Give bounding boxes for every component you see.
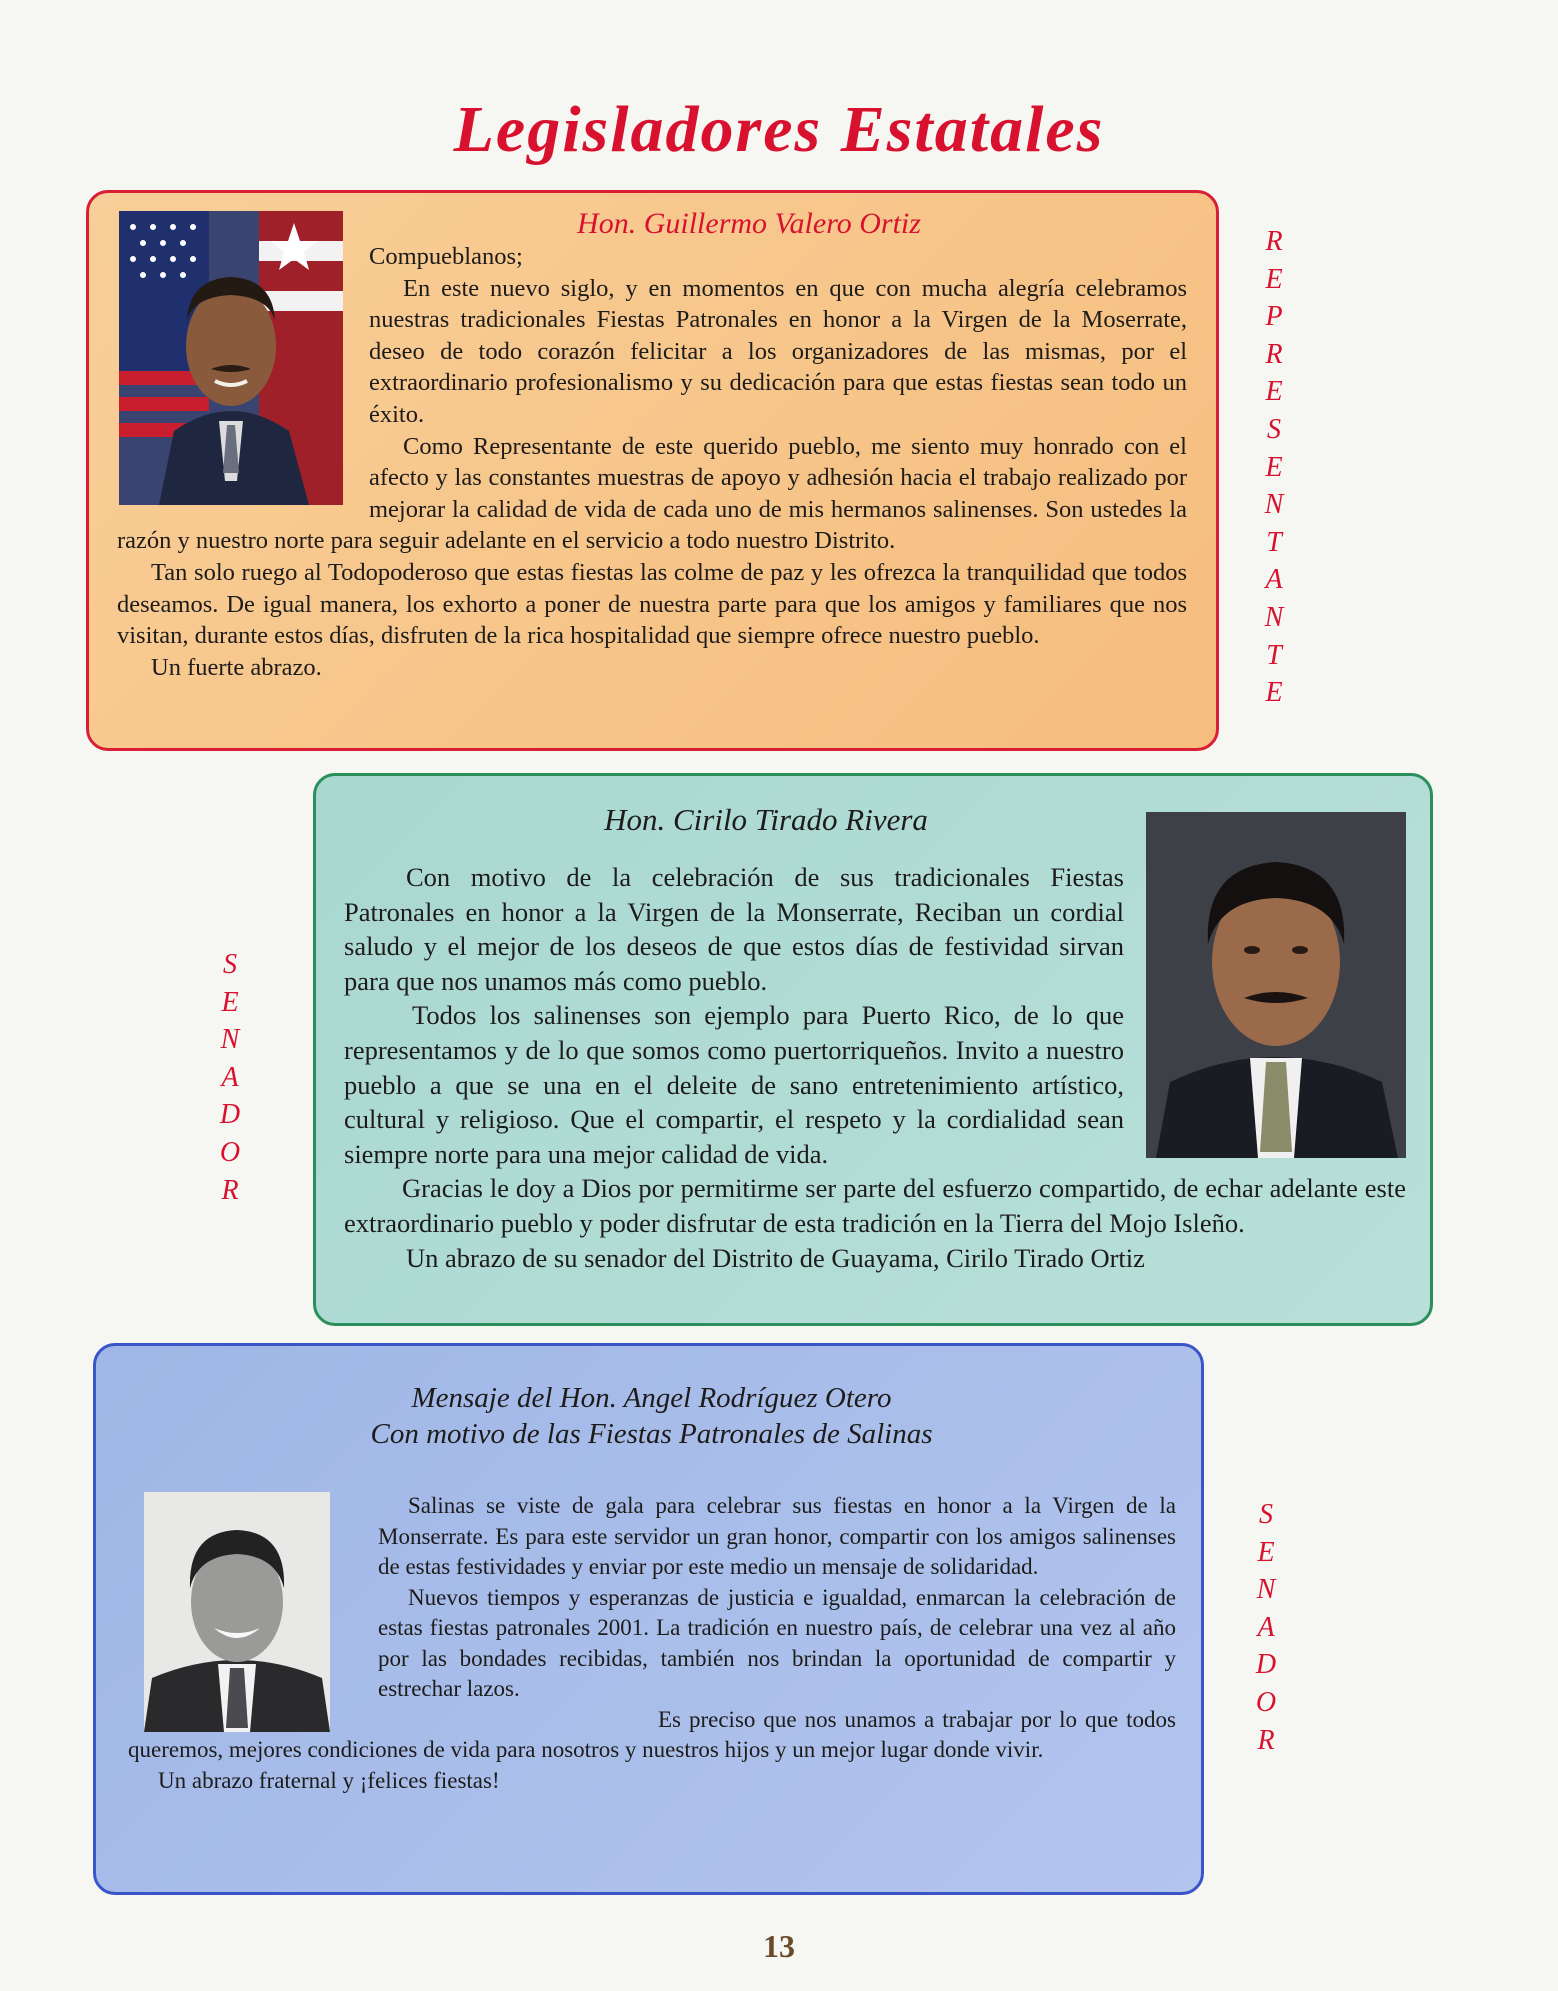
role-label-senador <box>210 946 250 1209</box>
role-letter: A <box>1257 1611 1275 1643</box>
role-letter: T <box>1266 639 1282 671</box>
role-label-representante <box>1254 223 1294 712</box>
role-letter: A <box>221 1061 239 1093</box>
photo-spacer <box>128 1491 378 1731</box>
paragraph-3: Tan solo ruego al Todopoderoso que estas fiestas las colme de paz y les ofrezca la tranquilidad que todos deseamos. De igual manera, los exhorto a poner de nuestra parte para que los amigos y familiares que nos visitan, durante estos días, disfruten de la rica hospitalidad que siempre ofrece nuestro pueblo. <box>117 558 1187 650</box>
role-letter: N <box>220 1024 240 1056</box>
paragraph-1: Con motivo de la celebración de sus tradicionales Fiestas Patronales en honor a la Virgen de la Monserrate, Reciban un cordial saludo y el mejor de los deseos de que estos días de festividad sirvan para que nos unamos más como pueblo. <box>344 862 1124 996</box>
role-letter: E <box>1257 1536 1275 1568</box>
role-letter: R <box>221 1174 239 1206</box>
role-letter: O <box>1255 1686 1277 1718</box>
role-letter: S <box>223 949 237 980</box>
role-letter: N <box>1264 489 1284 521</box>
paragraph-3: Gracias le doy a Dios por permitirme ser parte del esfuerzo compartido, de echar adelante este extraordinario pueblo y poder disfrutar de esta tradición en la Tierra del Mojo Isleño. <box>344 1173 1406 1238</box>
role-letter: D <box>1255 1649 1277 1681</box>
page-number: 13 <box>763 1928 795 1964</box>
role-letter: S <box>1267 413 1281 445</box>
paragraph-1: En este nuevo siglo, y en momentos en que con mucha alegría celebramos nuestras tradicionales Fiestas Patronales en honor a la Virgen de la Moserrate, deseo de todo corazón felicitar a los organizadores de las mismas, por el extraordinario profesionalismo y su dedicación para que estas fiestas sean todo un éxito. <box>369 274 1187 428</box>
closing: Un abrazo fraternal y ¡felices fiestas! <box>158 1767 500 1793</box>
role-label-senador-2 <box>1246 1496 1286 1759</box>
senator-rodriguez-message-box <box>93 1343 1277 1895</box>
role-letter: E <box>1265 677 1283 709</box>
senator-rodriguez-message <box>128 1491 1176 1796</box>
senator-rodriguez-heading-line2: Con motivo de las Fiestas Patronales de Salinas <box>370 1418 933 1450</box>
closing: Un fuerte abrazo. <box>151 653 322 681</box>
role-letter: P <box>1265 301 1283 333</box>
paragraph-2: Nuevos tiempos y esperanzas de justicia e igualdad, enmarcan la celebración de estas fiestas patronales 2001. La tradición en nuestro país, de celebrar una vez al año por las bondades recibidas, también nos brindan la oportunidad de compartir y estrechar lazos. <box>378 1584 1176 1701</box>
representative-name: Hon. Guillermo Valero Ortiz <box>577 207 921 240</box>
senator-rodriguez-heading-line1: Mensaje del Hon. Angel Rodríguez Otero <box>411 1382 892 1414</box>
greeting: Compueblanos; <box>369 243 523 270</box>
paragraph-2: Todos los salinenses son ejemplo para Puerto Rico, de lo que representamos y de lo que somos como puertorriqueños. Invito a nuestro pueblo a que se una en el deleite de sano entretenimiento artístico, cultural y religioso. Que el compartir, el respeto y la cordialidad sean siempre norte para una mejor calidad de vida. <box>344 1000 1124 1169</box>
page-title: Legisladores Estatales <box>453 93 1105 166</box>
paragraph-1: Salinas se viste de gala para celebrar sus fiestas en honor a la Virgen de la Monserrate. Es para este servidor un gran honor, compartir con los amigos salinenses de estas festividades y enviar por este medio un mensaje de solidaridad. <box>378 1493 1176 1579</box>
role-letter: E <box>221 986 239 1018</box>
closing: Un abrazo de su senador del Distrito de Guayama, Cirilo Tirado Ortiz <box>406 1242 1145 1273</box>
senator-tirado-message-box <box>219 773 1433 1326</box>
role-letter: N <box>1256 1574 1276 1606</box>
role-letter: O <box>219 1136 241 1168</box>
senator-tirado-name: Hon. Cirilo Tirado Rivera <box>604 802 928 837</box>
role-letter: D <box>219 1099 241 1131</box>
role-letter: R <box>1265 226 1283 257</box>
role-letter: S <box>1259 1499 1273 1530</box>
role-letter: A <box>1265 564 1283 596</box>
role-letter: E <box>1265 376 1283 408</box>
photo-spacer <box>117 241 369 521</box>
senator-tirado-message <box>344 860 1406 1275</box>
representative-message <box>117 241 1187 683</box>
paragraph-2: Como Representante de este querido pueblo, me siento muy honrado con el afecto y las constantes muestras de apoyo y adhesión hacia el trabajo realizado por mejorar la calidad de vida de cada uno de mis hermanos salinenses. Son ustedes la razón y nuestro norte para seguir adelante en el servicio a todo nuestro Distrito. <box>117 432 1187 555</box>
role-letter: R <box>1257 1724 1275 1756</box>
photo-spacer <box>1124 860 1406 1168</box>
role-letter: E <box>1265 263 1283 295</box>
role-letter: R <box>1265 338 1283 370</box>
representative-message-box <box>86 190 1284 751</box>
role-letter: E <box>1265 451 1283 483</box>
role-letter: T <box>1266 526 1282 558</box>
paragraph-3: Es preciso que nos unamos a trabajar por lo que todos queremos, mejores condiciones de vida para nosotros y nuestros hijos y un mejor lugar donde vivir. <box>128 1706 1176 1762</box>
role-letter: N <box>1264 601 1284 633</box>
